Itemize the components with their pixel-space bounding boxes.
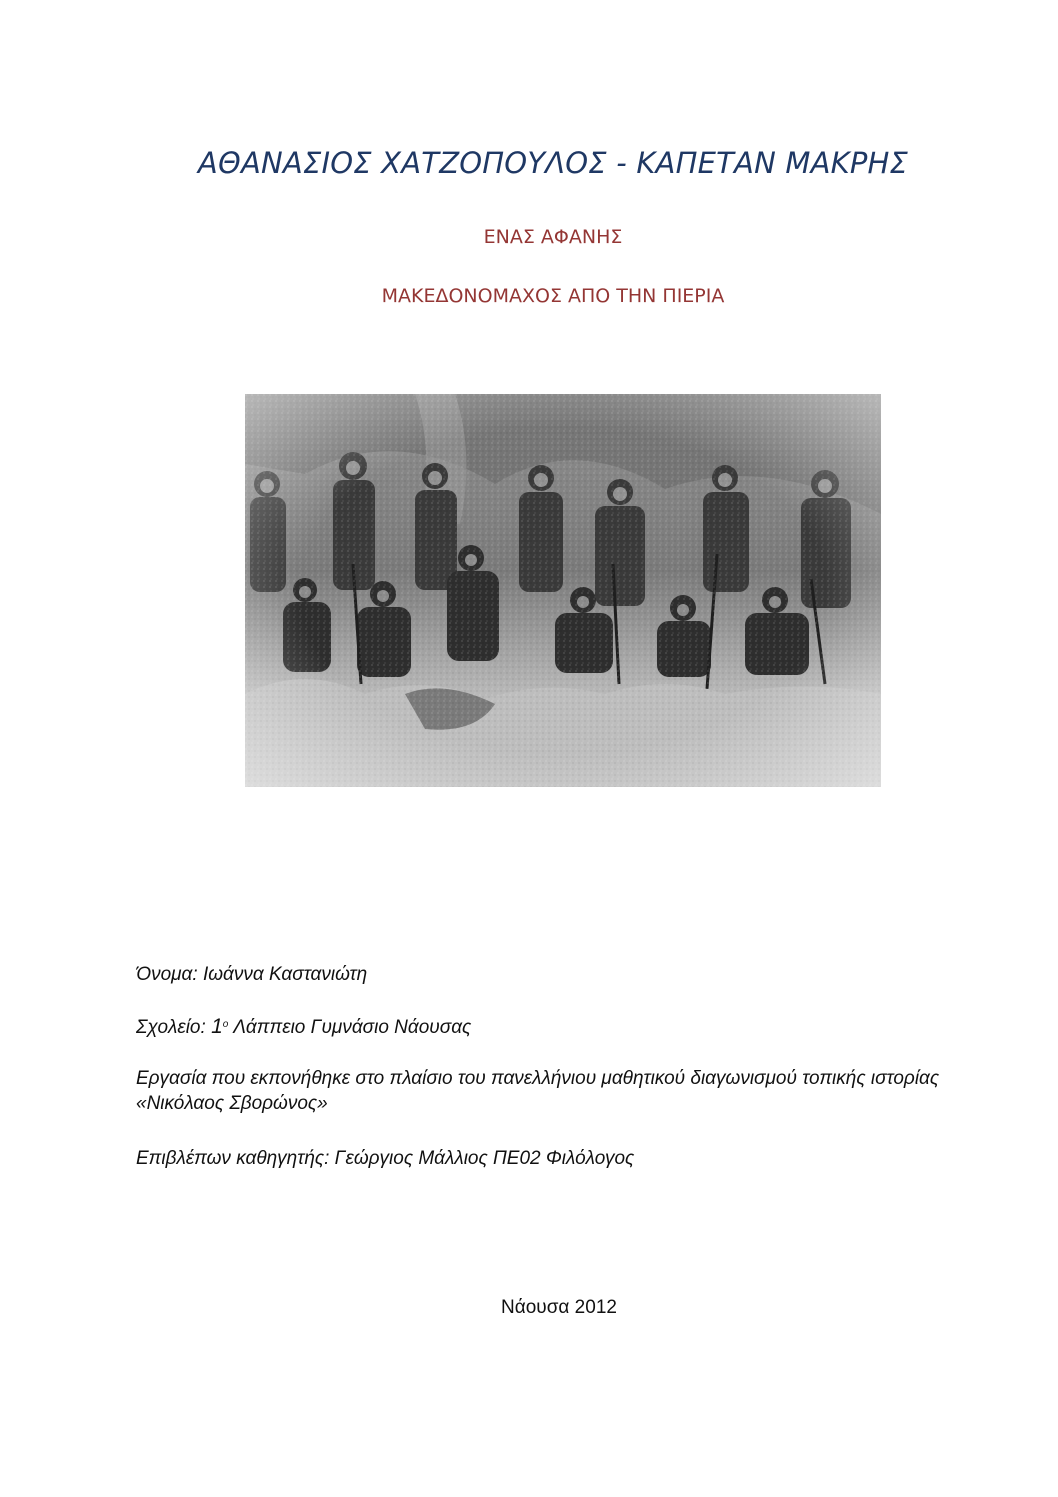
supervisor-line: Επιβλέπων καθηγητής: Γεώργιος Μάλλιος ΠΕ02 Φιλόλογος bbox=[136, 1148, 635, 1169]
school-prefix: Σχολείο: bbox=[136, 1017, 212, 1038]
place-and-year: Νάουσα 2012 bbox=[501, 1297, 617, 1318]
school-suffix: Λάππειο Γυμνάσιο Νάουσας bbox=[228, 1017, 472, 1038]
subtitle-line-1: ΕΝΑΣ ΑΦΑΝΗΣ bbox=[483, 226, 623, 248]
document-title: ΑΘΑΝΑΣΙΟΣ ΧΑΤΖΟΠΟΥΛΟΣ - ΚΑΠΕΤΑΝ ΜΑΚΡΗΣ bbox=[197, 146, 909, 180]
work-description: Εργασία που εκπονήθηκε στο πλαίσιο του πανελλήνιου μαθητικού διαγωνισμού τοπικής ιστορίας «Νικόλαος Σβορώνος» bbox=[136, 1068, 940, 1114]
school-number: 1 bbox=[211, 1015, 223, 1038]
author-name: Όνομα: Ιωάννα Καστανιώτη bbox=[136, 964, 368, 985]
subtitle-line-2: ΜΑΚΕΔΟΝΟΜΑΧΟΣ ΑΠΟ ΤΗΝ ΠΙΕΡΙΑ bbox=[381, 285, 725, 307]
group-photograph bbox=[245, 394, 881, 787]
school-ordinal: ο bbox=[222, 1019, 229, 1030]
school-line bbox=[136, 1014, 976, 1040]
